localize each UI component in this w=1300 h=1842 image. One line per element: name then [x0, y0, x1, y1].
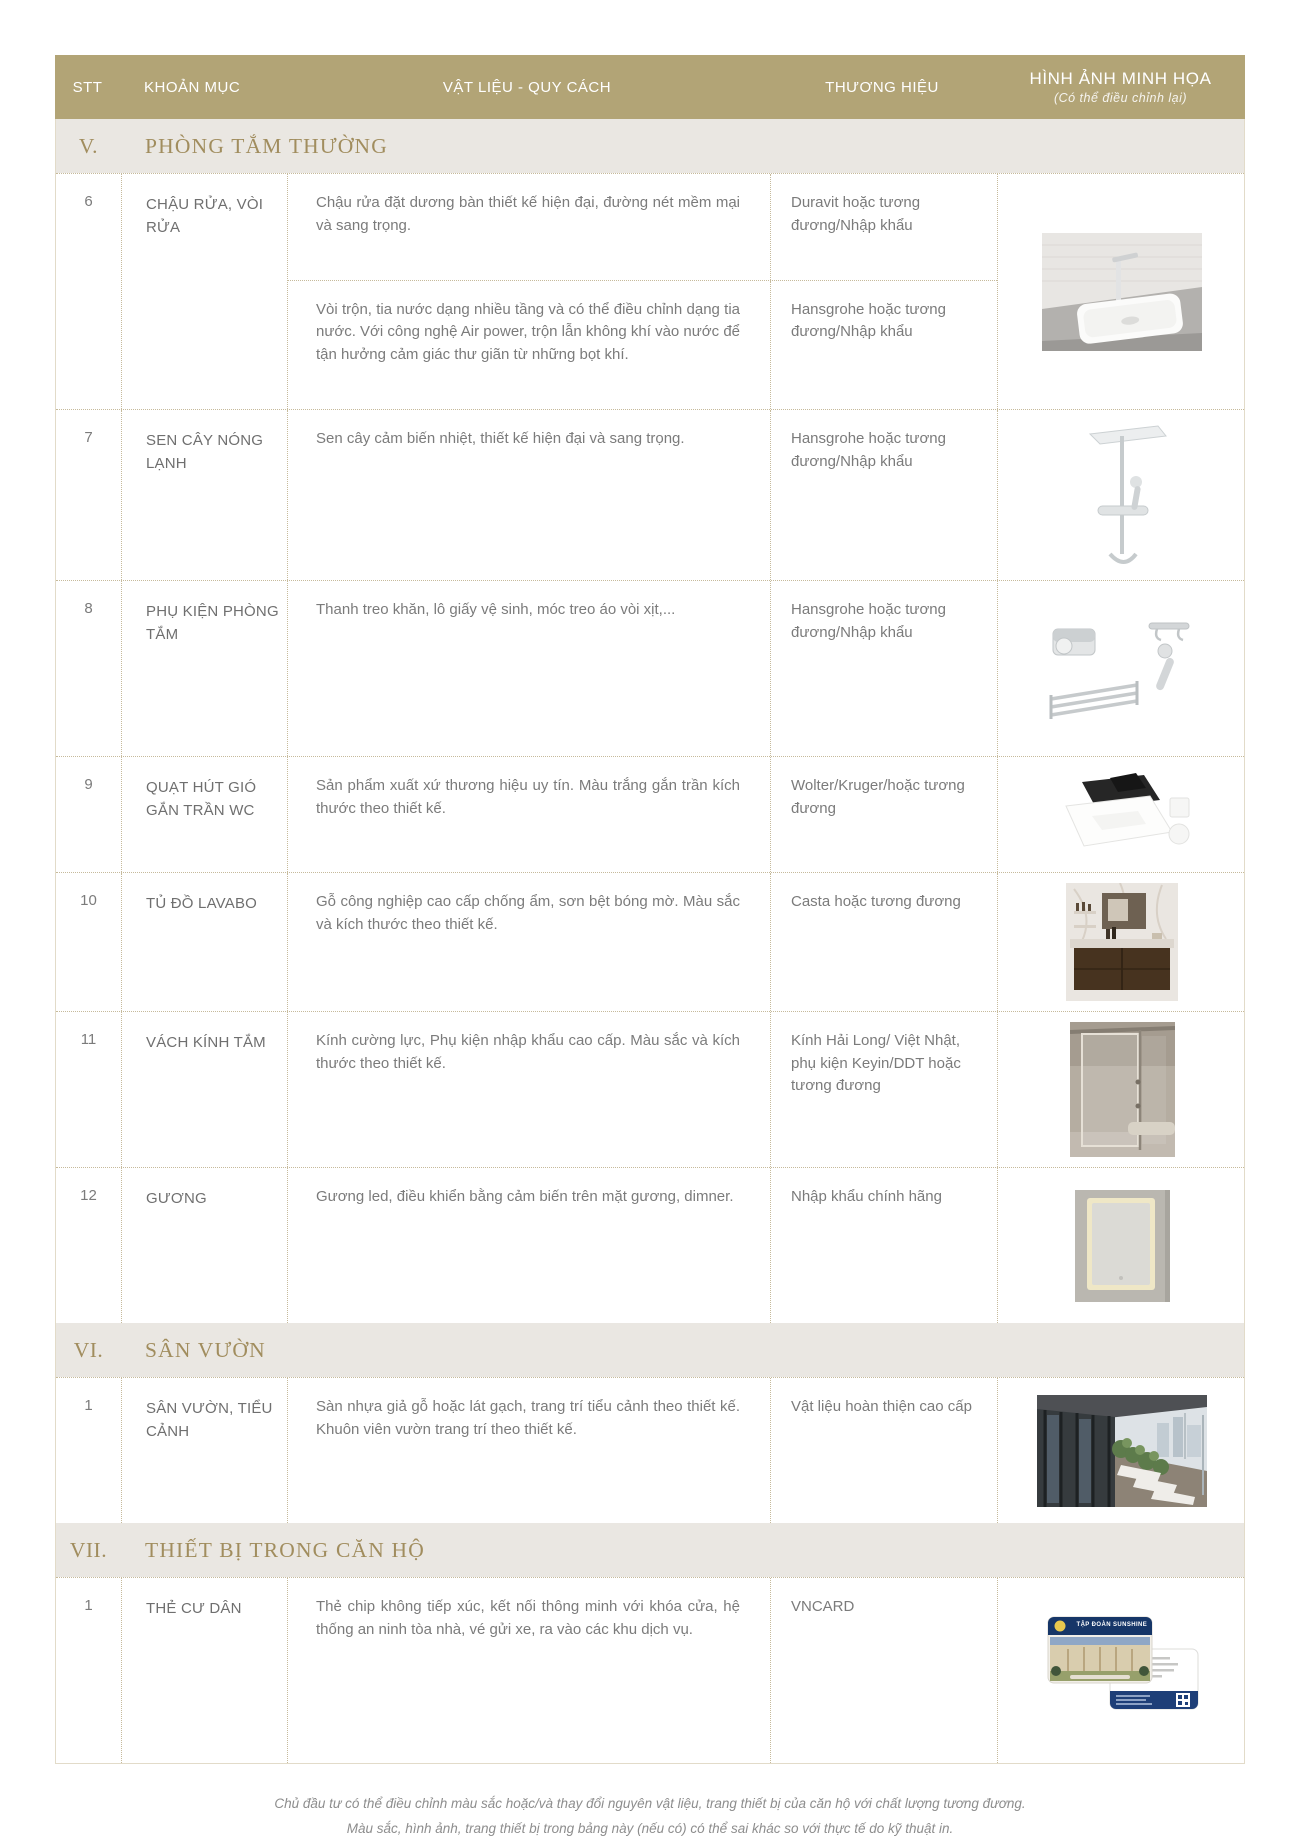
- row-number: 1: [84, 1397, 93, 1414]
- material-text: Sàn nhựa giả gỗ hoặc lát gạch, trang trí tiểu cảnh theo thiết kế. Khuôn viên vườn trang trí theo thiết kế.: [316, 1398, 740, 1438]
- row-image-cell: [997, 581, 1246, 756]
- spec-subrow: [288, 1578, 997, 1763]
- brand-text: Wolter/Kruger/hoặc tương đương: [770, 757, 998, 872]
- section-title: SÂN VƯỜN: [145, 1337, 266, 1362]
- row-category: SEN CÂY NÓNG LẠNH: [121, 410, 287, 580]
- table-row: [56, 756, 1244, 872]
- row-number: 12: [80, 1187, 97, 1204]
- brand-text: VNCARD: [770, 1578, 998, 1763]
- product-image-shower: [1062, 420, 1182, 570]
- table-row: [56, 580, 1244, 756]
- row-specs: [287, 581, 997, 756]
- section-numeral: VII.: [69, 1537, 108, 1562]
- bathroom-accessories-image: [1037, 599, 1207, 739]
- product-image-fan: [1052, 772, 1192, 857]
- spec-table: [55, 55, 1245, 1764]
- material-text: Thanh treo khăn, lô giấy vệ sinh, móc treo áo vòi xịt,...: [316, 601, 676, 618]
- row-category: THẺ CƯ DÂN: [121, 1578, 287, 1763]
- product-image-vanity: [1066, 883, 1178, 1001]
- led-mirror-image: [1075, 1190, 1170, 1302]
- spec-subrow: [288, 174, 997, 280]
- section-numeral: VI.: [73, 1337, 104, 1362]
- row-image-cell: [997, 174, 1246, 409]
- row-number: 8: [84, 600, 93, 617]
- material-text: Kính cường lực, Phụ kiện nhập khẩu cao cấp. Màu sắc và kích thước theo thiết kế.: [316, 1032, 740, 1072]
- brand-text: Casta hoặc tương đương: [770, 873, 998, 1011]
- row-specs: [287, 757, 997, 872]
- glass-shower-partition-image: [1070, 1022, 1175, 1157]
- table-row: [56, 409, 1244, 580]
- row-number: 7: [84, 429, 93, 446]
- section-header: [56, 119, 1244, 173]
- resident-card-image: [1040, 1615, 1205, 1727]
- product-image-accessories: [1037, 599, 1207, 739]
- material-text: Sản phẩm xuất xứ thương hiệu uy tín. Màu trắng gắn trần kích thước theo thiết kế.: [316, 777, 740, 817]
- table-header: [55, 55, 1245, 119]
- footer-disclaimer: [55, 1792, 1245, 1842]
- row-image-cell: [997, 1168, 1246, 1323]
- row-category: GƯƠNG: [121, 1168, 287, 1323]
- material-text: Chậu rửa đặt dương bàn thiết kế hiện đại, đường nét mềm mại và sang trọng.: [316, 194, 740, 234]
- column-header-image-title: HÌNH ẢNH MINH HỌA: [1029, 69, 1212, 88]
- row-number: 9: [84, 776, 93, 793]
- row-number: 10: [80, 892, 97, 909]
- spec-subrow: [288, 581, 997, 756]
- row-specs: [287, 1578, 997, 1763]
- material-text: Gương led, điều khiển bằng cảm biến trên mặt gương, dimner.: [316, 1188, 734, 1205]
- brand-text: Hansgrohe hoặc tương đương/Nhập khẩu: [770, 281, 998, 409]
- spec-subrow: [288, 280, 997, 409]
- row-specs: [287, 1168, 997, 1323]
- row-specs: [287, 410, 997, 580]
- row-category: CHẬU RỬA, VÒI RỬA: [121, 174, 287, 409]
- product-image-washbasin: [1042, 233, 1202, 351]
- row-image-cell: [997, 1578, 1246, 1763]
- spec-subrow: [288, 1168, 997, 1323]
- lavabo-cabinet-image: [1066, 883, 1178, 1001]
- column-header-brand: THƯƠNG HIỆU: [825, 78, 939, 96]
- brand-text: Kính Hải Long/ Việt Nhật, phụ kiện Keyin/DDT hoặc tương đương: [770, 1012, 998, 1167]
- ceiling-exhaust-fan-image: [1052, 772, 1192, 857]
- row-image-cell: [997, 1378, 1246, 1523]
- material-text: Thẻ chip không tiếp xúc, kết nối thông minh với khóa cửa, hệ thống an ninh tòa nhà, vé gửi xe, ra vào các khu dịch vụ.: [316, 1598, 740, 1638]
- card-title-text: TẬP ĐOÀN SUNSHINE: [1076, 1621, 1148, 1628]
- spec-subrow: [288, 873, 997, 1011]
- column-header-stt: STT: [72, 78, 103, 96]
- brand-text: Vật liệu hoàn thiện cao cấp: [770, 1378, 998, 1523]
- table-row: [56, 173, 1244, 409]
- section-title: THIẾT BỊ TRONG CĂN HỘ: [145, 1537, 426, 1562]
- row-specs: [287, 1378, 997, 1523]
- balcony-garden-image: [1037, 1395, 1207, 1507]
- section-numeral: V.: [78, 133, 99, 158]
- row-specs: [287, 1012, 997, 1167]
- spec-subrow: [288, 1378, 997, 1523]
- row-number: 11: [80, 1031, 97, 1048]
- row-specs: [287, 873, 997, 1011]
- section-header: [56, 1323, 1244, 1377]
- row-image-cell: [997, 1012, 1246, 1167]
- row-specs: [287, 174, 997, 409]
- table-body: [56, 119, 1244, 1763]
- spec-subrow: [288, 757, 997, 872]
- table-row: [56, 1011, 1244, 1167]
- material-text: Vòi trộn, tia nước dạng nhiều tầng và có thể điều chỉnh dạng tia nước. Với công nghệ Air power, trộn lẫn không khí vào nước để tận hưởng cảm giác thư giãn từ những bọt khí.: [316, 300, 740, 363]
- brand-text: Duravit hoặc tương đương/Nhập khẩu: [770, 174, 998, 280]
- row-image-cell: [997, 410, 1246, 580]
- section-header: [56, 1523, 1244, 1577]
- shower-column-image: [1062, 420, 1182, 570]
- footer-line-2: Màu sắc, hình ảnh, trang thiết bị trong bảng này (nếu có) có thể sai khác so với thực tế do kỹ thuật in.: [346, 1820, 954, 1836]
- brand-text: Hansgrohe hoặc tương đương/Nhập khẩu: [770, 581, 998, 756]
- product-image-balcony: [1037, 1395, 1207, 1507]
- row-image-cell: [997, 873, 1246, 1011]
- column-header-image: [996, 69, 1245, 105]
- column-header-material: VẬT LIỆU - QUY CÁCH: [442, 78, 612, 96]
- row-category: SÂN VƯỜN, TIỂU CẢNH: [121, 1378, 287, 1523]
- washbasin-faucet-image: [1042, 233, 1202, 351]
- column-header-image-note: (Có thể điều chỉnh lại): [1053, 91, 1188, 105]
- product-image-card: [1040, 1615, 1205, 1727]
- row-number: 1: [84, 1597, 93, 1614]
- table-row: [56, 1377, 1244, 1523]
- section-title: PHÒNG TẮM THƯỜNG: [145, 133, 388, 158]
- brand-text: Nhập khẩu chính hãng: [770, 1168, 998, 1323]
- table-row: [56, 1167, 1244, 1323]
- row-category: VÁCH KÍNH TẮM: [121, 1012, 287, 1167]
- product-image-mirror: [1075, 1190, 1170, 1302]
- product-image-glass: [1070, 1022, 1175, 1157]
- row-category: PHỤ KIỆN PHÒNG TẮM: [121, 581, 287, 756]
- table-row: [56, 1577, 1244, 1763]
- footer-line-1: Chủ đầu tư có thể điều chỉnh màu sắc hoặc/và thay đổi nguyên vật liệu, trang thiết bị của căn hộ với chất lượng tương đương.: [274, 1796, 1026, 1811]
- brand-text: Hansgrohe hoặc tương đương/Nhập khẩu: [770, 410, 998, 580]
- table-row: [56, 872, 1244, 1011]
- spec-subrow: [288, 410, 997, 580]
- row-image-cell: [997, 757, 1246, 872]
- row-number: 6: [84, 193, 93, 210]
- row-category: QUẠT HÚT GIÓ GẮN TRẦN WC: [121, 757, 287, 872]
- material-text: Sen cây cảm biến nhiệt, thiết kế hiện đại và sang trọng.: [316, 430, 685, 447]
- spec-subrow: [288, 1012, 997, 1167]
- material-text: Gỗ công nghiệp cao cấp chống ẩm, sơn bệt bóng mờ. Màu sắc và kích thước theo thiết kế.: [316, 893, 740, 933]
- column-header-category: KHOẢN MỤC: [144, 78, 241, 96]
- row-category: TỦ ĐỒ LAVABO: [121, 873, 287, 1011]
